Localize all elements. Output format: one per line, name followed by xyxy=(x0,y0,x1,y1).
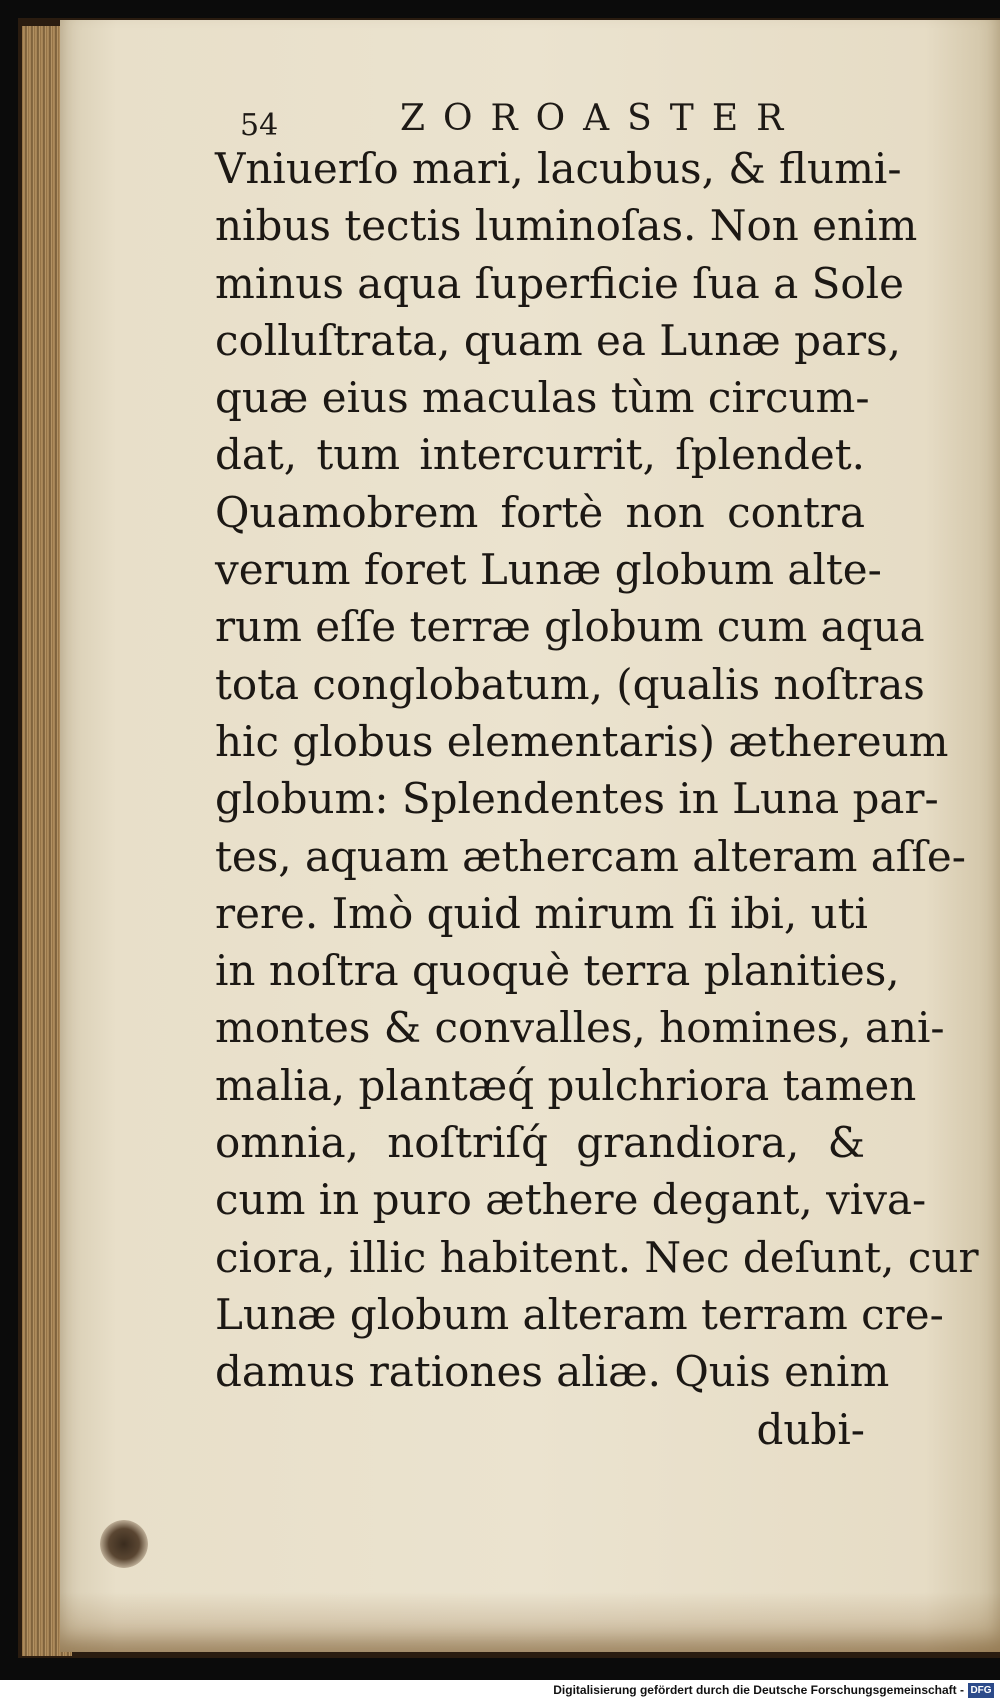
text-line: omnia, noſtriſq́ grandiora, & xyxy=(215,1118,865,1168)
ink-stain xyxy=(100,1520,148,1568)
text-line: rum eſſe terræ globum cum aqua xyxy=(215,602,925,652)
text-line: nibus tectis luminoſas. Non enim xyxy=(215,201,918,251)
text-line: rere. Imò quid mirum ſi ibi, uti xyxy=(215,888,868,938)
text-line: hic globus elementaris) æthereum xyxy=(215,716,949,766)
text-line: cum in puro æthere degant, viva- xyxy=(215,1175,927,1225)
text-line: Vniuerſo mari, lacubus, & flumi- xyxy=(215,144,902,193)
text-line: colluſtrata, quam ea Lunæ pars, xyxy=(215,315,902,365)
text-line: damus rationes aliæ. Quis enim xyxy=(215,1347,890,1397)
dfg-logo-icon: DFG xyxy=(968,1683,994,1698)
catchword: dubi- xyxy=(756,1404,865,1454)
text-line: Quamobrem fortè non contra xyxy=(215,487,865,537)
running-head xyxy=(60,80,920,143)
text-line: quæ eius maculas tùm circum- xyxy=(215,373,870,423)
body-text xyxy=(215,140,979,1458)
text-line: tes, aquam æthercam alteram aſſe- xyxy=(215,831,966,881)
book-page xyxy=(60,20,1000,1652)
text-line: malia, plantæq́ pulchriora tamen xyxy=(215,1060,917,1110)
digitization-credit: Digitalisierung gefördert durch die Deutsche Forschungsgemeinschaft - xyxy=(553,1683,964,1697)
digitization-footer xyxy=(0,1680,1000,1702)
text-line: minus aqua ſuperficie ſua a Sole xyxy=(215,258,904,308)
text-line: tota conglobatum, (qualis noſtras xyxy=(215,659,925,709)
text-line: montes & convalles, homines, ani- xyxy=(215,1003,945,1053)
running-title: ZOROASTER xyxy=(400,98,802,139)
text-line: verum foret Lunæ globum alte- xyxy=(215,545,882,595)
page-number: 54 xyxy=(240,108,279,143)
text-line: in noſtra quoquè terra planities, xyxy=(215,946,900,996)
text-line: ciora, illic habitent. Nec deſunt, cur xyxy=(215,1232,979,1282)
text-line: Lunæ globum alteram terram cre- xyxy=(215,1289,944,1339)
text-line: globum: Splendentes in Luna par- xyxy=(215,774,939,824)
text-line: dat, tum intercurrit, ſplendet. xyxy=(215,430,865,480)
